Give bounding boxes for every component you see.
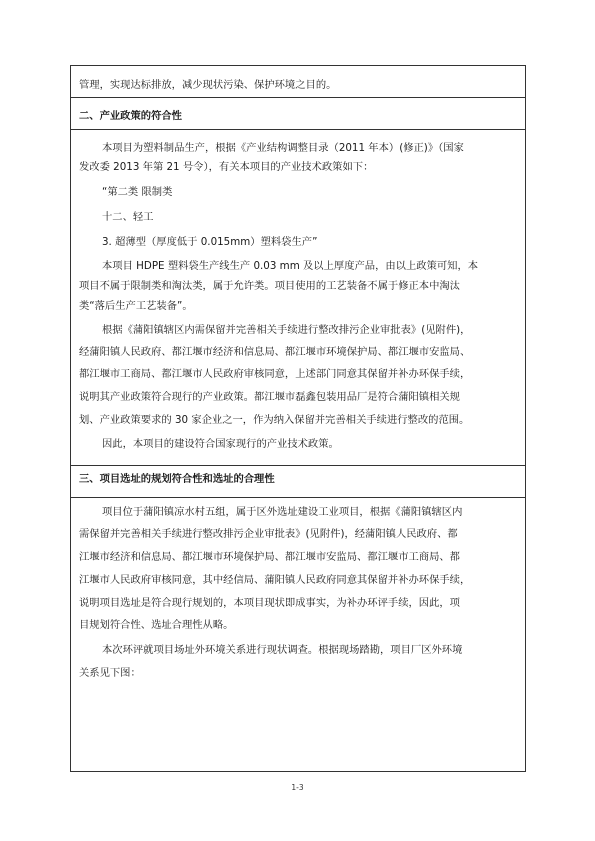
paragraph-line: 说明项目选址是符合现行规划的，本项目现状即成事实，为补办环评手续，因此，项 — [79, 597, 460, 609]
paragraph-line: 江堰市人民政府审核同意，其中经信局、蒲阳镇人民政府同意其保留并补办环保手续， — [79, 574, 471, 586]
paragraph-line: 本项目为塑料制品生产，根据《产业结构调整目录（2011 年本）(修正)》（国家 — [102, 142, 464, 154]
page-number: 1-3 — [291, 783, 304, 792]
row-divider — [71, 465, 525, 466]
paragraph-line: 需保留并完善相关手续进行整改排污企业审批表》(见附件)，经蒲阳镇人民政府、都 — [79, 528, 458, 540]
paragraph-line: 关系见下图： — [79, 667, 141, 679]
section-heading: 二、产业政策的符合性 — [79, 110, 182, 122]
paragraph-line: 管理，实现达标排放，减少现状污染、保护环境之目的。 — [79, 79, 337, 91]
paragraph-line: 都江堰市工商局、都江堰市人民政府审核同意，上述部门同意其保留并补办环保手续， — [79, 368, 471, 380]
paragraph-line: 本次环评就项目场址外环境关系进行现状调查。根据现场踏勘，项目厂区外环境 — [102, 644, 463, 656]
row-divider — [71, 129, 525, 130]
row-divider — [71, 97, 525, 98]
paragraph-line: 目规划符合性、选址合理性从略。 — [79, 619, 234, 631]
section-heading: 三、项目选址的规划符合性和选址的合理性 — [79, 473, 275, 485]
paragraph-line: 江堰市经济和信息局、都江堰市环境保护局、都江堰市安监局、都江堰市工商局、都 — [79, 551, 460, 563]
paragraph-line: 说明其产业政策符合现行的产业政策。都江堰市磊鑫包装用品厂是符合蒲阳镇相关规 — [79, 391, 460, 403]
quote-line: 3. 超薄型（厚度低于 0.015mm）塑料袋生产” — [102, 236, 318, 248]
paragraph-line: 本项目 HDPE 塑料袋生产线生产 0.03 mm 及以上厚度产品，由以上政策可知，本 — [102, 260, 479, 272]
paragraph-line: 因此，本项目的建设符合国家现行的产业技术政策。 — [102, 438, 339, 450]
paragraph-line: 经蒲阳镇人民政府、都江堰市经济和信息局、都江堰市环境保护局、都江堰市安监局、 — [79, 346, 471, 358]
paragraph-line: 项目位于蒲阳镇凉水村五组，属于区外选址建设工业项目，根据《蒲阳镇辖区内 — [102, 506, 463, 518]
paragraph-line: 类“落后生产工艺装备”。 — [79, 300, 193, 312]
quote-line: “第二类 限制类 — [102, 186, 173, 198]
quote-line: 十二、轻工 — [102, 211, 154, 223]
paragraph-line: 发改委 2013 年第 21 号令），有关本项目的产业技术政策如下： — [79, 161, 374, 173]
row-divider — [71, 497, 525, 498]
paragraph-line: 划、产业政策要求的 30 家企业之一，作为纳入保留并完善相关手续进行整改的范围。 — [79, 414, 470, 426]
paragraph-line: 根据《蒲阳镇辖区内需保留并完善相关手续进行整改排污企业审批表》(见附件)， — [102, 324, 471, 336]
paragraph-line: 项目不属于限制类和淘汰类，属于允许类。项目使用的工艺装备不属于修正本中淘汰 — [79, 280, 460, 292]
